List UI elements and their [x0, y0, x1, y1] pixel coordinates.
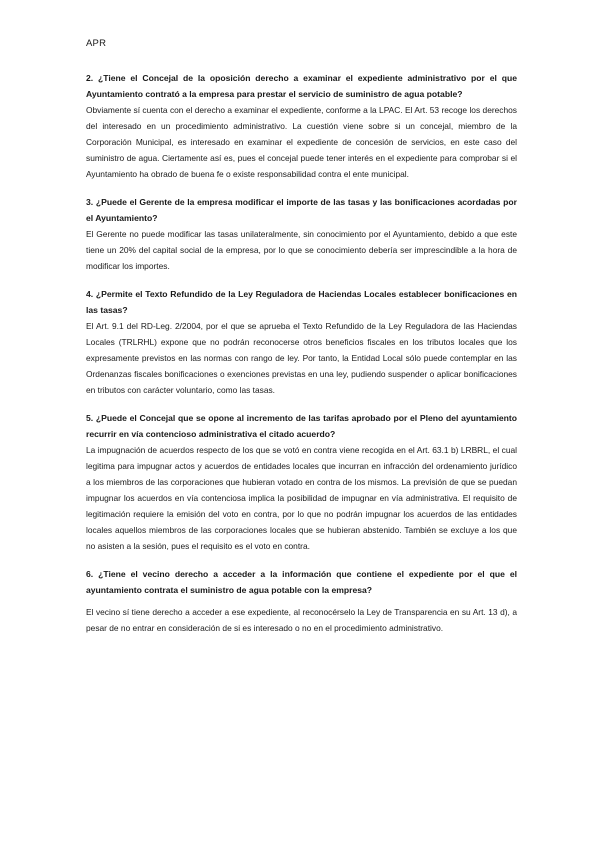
question-section-4 — [86, 286, 517, 398]
answer-paragraph: Obviamente sí cuenta con el derecho a examinar el expediente, conforme a la LPAC. El Art. 53 recoge los derechos del interesado en un procedimiento administrativo. La cuestión viene sobre si un concejal, miembro de la Corporación Municipal, es interesado en examinar el expediente de concesión de servicios, en este caso del suministro de agua. Ciertamente así es, pues el concejal puede tener interés en el expediente para comprobar si el Ayuntamiento ha obrado de buena fe o existe responsabilidad contra el ente municipal. — [86, 105, 517, 179]
document-body — [86, 70, 517, 648]
question-section-2 — [86, 70, 517, 182]
page-header: APR — [86, 38, 107, 49]
question-heading: 5. ¿Puede el Concejal que se opone al incremento de las tarifas aprobado por el Pleno del ayuntamiento recurrir en vía contencioso administrativa el citado acuerdo? — [86, 413, 517, 439]
answer-paragraph: El Art. 9.1 del RD-Leg. 2/2004, por el que se aprueba el Texto Refundido de la Ley Reguladora de las Haciendas Locales (TRLRHL) expone que no podrán reconocerse otros beneficios fiscales en los tributos locales que los expresamente previstos en las normas con rango de ley. Por tanto, la Entidad Local sólo puede contemplar en las Ordenanzas fiscales bonificaciones o exenciones previstas en una ley, pudiendo suspender o aplicar bonificaciones en tributos con carácter voluntario, como las tasas. — [86, 321, 517, 395]
answer-paragraph: El Gerente no puede modificar las tasas unilateralmente, sin conocimiento por el Ayuntamiento, debido a que este tiene un 20% del capital social de la empresa, por lo que se conocimiento debería ser imprescindible a la hora de modificar los importes. — [86, 229, 517, 271]
answer-paragraph: La impugnación de acuerdos respecto de los que se votó en contra viene recogida en el Art. 63.1 b) LRBRL, el cual legitima para impugnar actos y acuerdos de entidades locales que incurran en infracción del ordenamiento jurídico a los miembros de las corporaciones que hubieran votado en contra de los mismos. La previsión de que se puedan impugnar los acuerdos en vía contenciosa implica la posibilidad de impugnar en vía administrativa. El requisito de legitimación requiere la emisión del voto en contra, por lo que no podrán impugnar los acuerdos de las entidades locales aquellos miembros de las corporaciones locales que se hubieran abstenido. También se excluye a los que no asisten a la sesión, pues el requisito es el voto en contra. — [86, 445, 517, 551]
question-section-6 — [86, 566, 517, 636]
question-heading: 4. ¿Permite el Texto Refundido de la Ley Reguladora de Haciendas Locales establecer bonificaciones en las tasas? — [86, 289, 517, 315]
question-heading: 6. ¿Tiene el vecino derecho a acceder a la información que contiene el expediente por el que el ayuntamiento contrata el suministro de agua potable con la empresa? — [86, 569, 517, 595]
question-section-3 — [86, 194, 517, 274]
answer-paragraph: El vecino sí tiene derecho a acceder a ese expediente, al reconocérselo la Ley de Transparencia en su Art. 13 d), a pesar de no entrar en consideración de si es interesado o no en el procedimiento administrativo. — [86, 607, 517, 633]
question-section-5 — [86, 410, 517, 554]
question-heading: 2. ¿Tiene el Concejal de la oposición derecho a examinar el expediente administrativo por el que Ayuntamiento contrató a la empresa para prestar el servicio de suministro de agua potable? — [86, 73, 517, 99]
question-heading: 3. ¿Puede el Gerente de la empresa modificar el importe de las tasas y las bonificaciones acordadas por el Ayuntamiento? — [86, 197, 517, 223]
